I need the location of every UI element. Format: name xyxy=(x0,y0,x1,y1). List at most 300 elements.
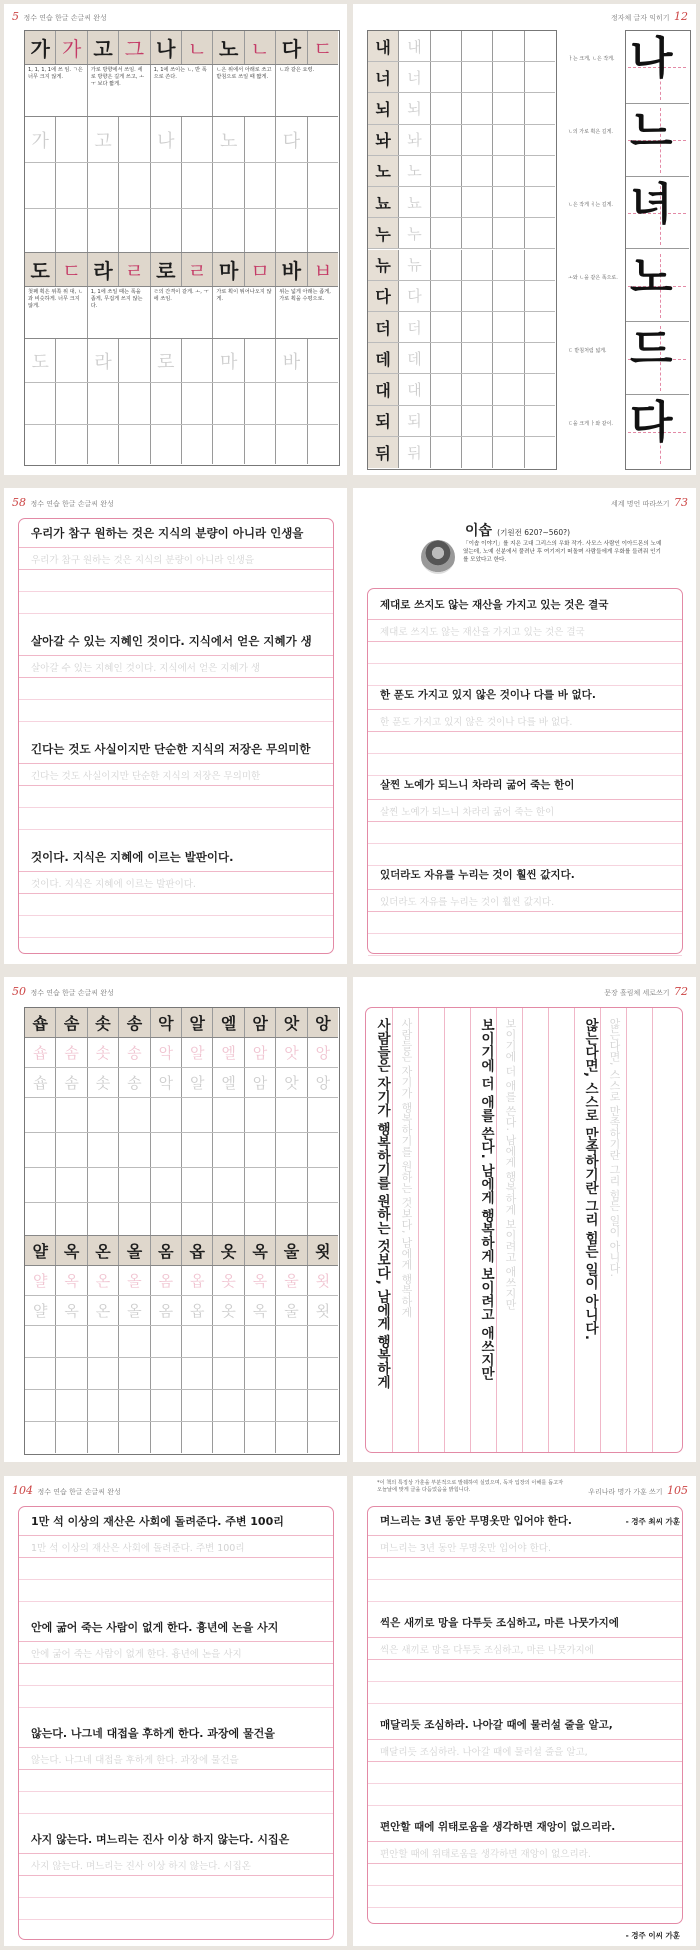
header-text: 문장 흘림체 세로쓰기 xyxy=(604,989,670,997)
blank-row xyxy=(25,209,338,253)
trace-char xyxy=(56,339,87,382)
blank-row xyxy=(25,163,338,209)
author-dates: (기원전 620?~560?) xyxy=(497,528,571,537)
char-row-1 xyxy=(25,1008,338,1038)
header-text: 정자체 글자 익히기 xyxy=(611,14,670,22)
page-header xyxy=(588,1484,688,1497)
big-char-cell xyxy=(568,177,689,250)
trace-char: 송 xyxy=(119,1038,150,1067)
trace-char xyxy=(119,339,150,382)
practice-char: 옷 xyxy=(213,1236,244,1265)
blank-row xyxy=(25,383,338,425)
guide-line xyxy=(368,955,682,956)
trace-char: 옥 xyxy=(245,1266,276,1295)
trace-char xyxy=(308,117,338,162)
vertical-trace-column-1: 사람들은 자기가 행복하기를 원하는 것보다, 남에게 행복하게 xyxy=(400,1018,413,1318)
practice-char: 마 xyxy=(213,253,244,286)
author-bio: 「이솝 이야기」를 지은 고대 그리스의 우화 작가. 사모스 사람인 이아드몬의 노예였는데, 노예 신분에서 풀려난 후 여기저기 떠돌며 사람들에게 우화를 들려줘 인기를 모았다고 한다. xyxy=(463,541,662,563)
guide-line xyxy=(19,677,333,678)
big-char-note: ㄴ의 가로 획은 길게. xyxy=(568,129,613,136)
column-blank-cell xyxy=(431,406,462,436)
column-grid-row xyxy=(368,93,555,124)
practice-char: 울 xyxy=(276,1236,307,1265)
trace-row-1b xyxy=(25,1068,338,1098)
trace-char: 앗 xyxy=(276,1038,307,1067)
guide-line xyxy=(19,1791,333,1792)
big-char: 드 xyxy=(630,324,673,376)
practice-char: 앗 xyxy=(276,1008,307,1037)
column-grid-row xyxy=(368,250,555,281)
big-char-note: ㄴ은 작게 ㅕ는 길게. xyxy=(568,202,613,209)
trace-char: 라 xyxy=(88,339,119,382)
guide-line xyxy=(368,709,682,710)
page-73 xyxy=(353,488,696,964)
trace-char: 다 xyxy=(276,117,307,162)
trace-line: 씩은 새끼로 망을 다투듯 조심하고, 마른 나뭇가지에 xyxy=(380,1645,594,1656)
handwritten-line: 긴다는 것도 사실이지만 단순한 지식의 저장은 무의미한 xyxy=(31,742,311,756)
column-trace-char: 누 xyxy=(399,218,430,248)
guide-line xyxy=(368,933,682,934)
guide-line xyxy=(19,1601,333,1602)
char-row-2 xyxy=(25,253,338,287)
blank-row xyxy=(25,1203,338,1236)
trace-char: 옥 xyxy=(56,1296,87,1325)
column-blank-cell xyxy=(431,437,462,468)
guide-line xyxy=(19,699,333,700)
practice-char: ㄹ xyxy=(182,253,213,286)
column-blank-cell xyxy=(493,250,524,280)
trace-char: 솟 xyxy=(88,1038,119,1067)
practice-char: ㄹ xyxy=(119,253,150,286)
guide-line xyxy=(19,655,333,656)
column-trace-char: 너 xyxy=(399,62,430,92)
column-blank-cell xyxy=(525,437,555,468)
practice-char: ㄷ xyxy=(313,37,333,61)
trace-char: 송 xyxy=(119,1068,150,1097)
handwritten-line: 것이다. 지식은 지혜에 이르는 발판이다. xyxy=(31,850,234,864)
trace-row-1 xyxy=(25,117,338,163)
practice-char: ㅁ xyxy=(245,253,276,286)
practice-char: 알 xyxy=(182,1008,213,1037)
trace-char xyxy=(182,339,213,382)
column-blank-cell xyxy=(462,281,493,311)
guide-line xyxy=(19,937,333,938)
trace-char xyxy=(245,117,276,162)
guide-line xyxy=(19,1707,333,1708)
practice-grid-frame xyxy=(24,1007,340,1455)
guide-line xyxy=(19,1875,333,1876)
column-blank-cell xyxy=(493,156,524,186)
column-blank-cell xyxy=(462,374,493,404)
header-text: 정수 연습 한글 손글씨 완성 xyxy=(23,14,107,22)
guide-line xyxy=(19,547,333,548)
guide-line xyxy=(19,569,333,570)
column-char: 대 xyxy=(368,374,399,404)
guide-line xyxy=(19,1535,333,1536)
big-char-cell xyxy=(568,31,689,104)
header-text: 우리나라 명가 가훈 쓰기 xyxy=(588,1488,663,1496)
trace-char: 얄 xyxy=(25,1296,56,1325)
practice-char: ㄷ xyxy=(56,253,87,286)
trace-char: 엘 xyxy=(213,1068,244,1097)
trace-char: 나 xyxy=(151,117,182,162)
practice-char: 노 xyxy=(213,31,244,64)
handwritten-line: 1만 석 이상의 재산은 사회에 돌려준다. 주변 100리 xyxy=(31,1515,284,1528)
column-grid-row xyxy=(368,218,555,249)
blank-row xyxy=(25,1326,338,1358)
practice-char: 옥 xyxy=(245,1236,276,1265)
handwritten-line: 며느리는 3년 동안 무명옷만 입어야 한다. xyxy=(380,1515,572,1527)
char-row-2 xyxy=(25,1236,338,1266)
column-blank-cell xyxy=(462,406,493,436)
column-grid-row xyxy=(368,437,555,468)
practice-char: 솜 xyxy=(56,1008,87,1037)
column-blank-cell xyxy=(462,437,493,468)
writing-box xyxy=(367,1506,683,1924)
trace-char: 옵 xyxy=(182,1296,213,1325)
practice-char: 앙 xyxy=(315,1014,331,1033)
trace-char xyxy=(182,117,213,162)
author-heading xyxy=(465,520,570,540)
practice-char: 악 xyxy=(151,1008,182,1037)
column-blank-cell xyxy=(431,187,462,217)
column-blank-cell xyxy=(525,93,555,123)
practice-char: 얄 xyxy=(25,1236,56,1265)
trace-char: 옴 xyxy=(151,1266,182,1295)
trace-char: 앙 xyxy=(315,1044,331,1062)
guide-line xyxy=(368,889,682,890)
trace-char: 숍 xyxy=(25,1068,56,1097)
column-grid-row xyxy=(368,343,555,374)
column-grid-row xyxy=(368,406,555,437)
column-blank-cell xyxy=(525,187,555,217)
trace-char: 온 xyxy=(88,1266,119,1295)
column-char: 되 xyxy=(368,406,399,436)
big-char-note: ㄷ을 크게 ㅏ와 같이. xyxy=(568,420,613,427)
stroke-note: 위는 넓게 아래는 좁게, 가로 획을 수평으로. xyxy=(279,289,331,302)
page-header xyxy=(611,496,688,509)
column-trace-char: 뒤 xyxy=(399,437,430,468)
column-trace-char: 노 xyxy=(399,156,430,186)
column-blank-cell xyxy=(493,374,524,404)
trace-char: 옷 xyxy=(213,1296,244,1325)
header-text: 정수 연습 한글 손글씨 완성 xyxy=(30,989,114,997)
guide-line xyxy=(19,829,333,830)
page-header xyxy=(12,496,114,509)
guide-line xyxy=(19,763,333,764)
guide-line xyxy=(19,1557,333,1558)
trace-row-2b xyxy=(25,1296,338,1326)
note-row-2 xyxy=(25,287,338,339)
practice-char: 암 xyxy=(245,1008,276,1037)
trace-char: 올 xyxy=(119,1266,150,1295)
trace-row-2 xyxy=(25,339,338,383)
vertical-trace-column-3: 않는다면, 스스로 만족하기란 그리 힘든 일이 아니다. xyxy=(608,1018,621,1277)
column-trace-char: 뇌 xyxy=(399,93,430,123)
stroke-note: 1, 1에 쓰이는 ㄴ, 반 폭으로 쓴다. xyxy=(151,65,214,116)
header-text: 정수 연습 한글 손글씨 완성 xyxy=(37,1488,121,1496)
big-char-cell xyxy=(568,322,689,395)
column-char: 내 xyxy=(368,31,399,61)
column-blank-cell xyxy=(493,187,524,217)
vertical-trace-column-2: 보이기에 더 애를 쓴다. 남에게 행복하게 보이려고 애쓰지만 xyxy=(504,1018,517,1310)
guide-line xyxy=(368,775,682,776)
trace-char: 옥 xyxy=(245,1296,276,1325)
column-blank-cell xyxy=(462,62,493,92)
practice-char: 로 xyxy=(151,253,182,286)
trace-char: 알 xyxy=(182,1068,213,1097)
trace-char xyxy=(56,117,87,162)
handwritten-line: 살찐 노예가 되느니 차라리 굶어 죽는 한이 xyxy=(380,779,575,791)
attribution-bottom: - 경주 이씨 가훈 xyxy=(625,1931,680,1940)
column-char: 누 xyxy=(368,218,399,248)
char-column-grid xyxy=(368,31,555,468)
trace-char: 올 xyxy=(119,1296,150,1325)
column-blank-cell xyxy=(525,156,555,186)
guide-line xyxy=(19,871,333,872)
trace-char: 마 xyxy=(213,339,244,382)
page-header xyxy=(611,10,688,23)
page-header xyxy=(12,985,114,998)
guide-line xyxy=(19,1579,333,1580)
trace-char: 솟 xyxy=(88,1068,119,1097)
column-grid-row xyxy=(368,281,555,312)
handwritten-line: 않는다. 나그네 대접을 후하게 한다. 과장에 물건을 xyxy=(31,1727,275,1740)
guide-line xyxy=(368,1783,682,1784)
writing-box xyxy=(18,1506,334,1940)
guide-line xyxy=(19,1663,333,1664)
big-char-cell xyxy=(568,395,689,468)
trace-char: 로 xyxy=(151,339,182,382)
trace-char: 암 xyxy=(245,1038,276,1067)
column-blank-cell xyxy=(525,218,555,248)
column-blank-cell xyxy=(525,250,555,280)
practice-char: 옴 xyxy=(151,1236,182,1265)
trace-char xyxy=(245,339,276,382)
guide-line xyxy=(368,641,682,642)
page-number: 72 xyxy=(674,985,688,998)
trace-char: 노 xyxy=(213,117,244,162)
trace-char: 옴 xyxy=(151,1296,182,1325)
blank-row xyxy=(25,1358,338,1390)
guide-line xyxy=(19,915,333,916)
writing-box xyxy=(367,588,683,954)
column-blank-cell xyxy=(493,31,524,61)
column-grid-row xyxy=(368,156,555,187)
column-blank-cell xyxy=(431,31,462,61)
char-row-1 xyxy=(25,31,338,65)
trace-char: 옥 xyxy=(56,1266,87,1295)
guide-line xyxy=(19,807,333,808)
column-blank-cell xyxy=(431,343,462,373)
practice-char: 그 xyxy=(119,31,150,64)
column-trace-char: 대 xyxy=(399,374,430,404)
trace-line: 매달리듯 조심하라. 나아갈 때에 물러설 줄을 알고, xyxy=(380,1747,588,1758)
column-char: 더 xyxy=(368,312,399,342)
practice-char: 고 xyxy=(88,31,119,64)
big-char-note: ㅗ와 ㄴ을 같은 폭으로. xyxy=(568,274,618,281)
guide-line xyxy=(368,753,682,754)
trace-line: 편안할 때에 위태로움을 생각하면 재앙이 없으리라. xyxy=(380,1849,591,1860)
column-blank-cell xyxy=(493,312,524,342)
page-105 xyxy=(353,1476,696,1946)
guide-line xyxy=(19,1919,333,1920)
stroke-note: ㄹ의 간격이 같게. ㅗ, ㅜ에 쓰임. xyxy=(151,287,214,338)
guide-line xyxy=(368,663,682,664)
header-text: 세계 명언 따라쓰기 xyxy=(611,500,670,508)
writing-box xyxy=(18,518,334,954)
trace-line: 있더라도 자유를 누리는 것이 훨씬 값지다. xyxy=(380,897,555,908)
handwritten-line: 사지 않는다. 며느리는 진사 이상 하지 않는다. 시집온 xyxy=(31,1833,290,1846)
practice-char: 숍 xyxy=(25,1008,56,1037)
column-blank-cell xyxy=(431,125,462,155)
handwritten-line: 있더라도 자유를 누리는 것이 훨씬 값지다. xyxy=(380,869,575,881)
trace-line: 한 푼도 가지고 있지 않은 것이나 다를 바 없다. xyxy=(380,717,573,728)
guide-line xyxy=(368,1535,682,1536)
trace-char: 온 xyxy=(88,1296,119,1325)
practice-char: 욋 xyxy=(315,1242,331,1261)
guide-line xyxy=(368,799,682,800)
column-blank-cell xyxy=(525,62,555,92)
column-blank-cell xyxy=(431,218,462,248)
column-blank-cell xyxy=(462,343,493,373)
column-blank-cell xyxy=(431,281,462,311)
guide-line xyxy=(368,865,682,866)
column-blank-cell xyxy=(525,281,555,311)
guide-line xyxy=(368,1557,682,1558)
blank-row xyxy=(25,425,338,464)
author-portrait xyxy=(421,540,455,574)
guide-line xyxy=(19,785,333,786)
trace-line: 살아갈 수 있는 지혜인 것이다. 지식에서 얻은 지혜가 생 xyxy=(31,663,261,674)
column-blank-cell xyxy=(525,312,555,342)
guide-line xyxy=(19,613,333,614)
column-grid-row xyxy=(368,187,555,218)
stroke-note: ㄴ은 위에서 아래로 쓰고 받침으로 쓰일 때 짧게. xyxy=(213,65,276,116)
column-blank-cell xyxy=(431,250,462,280)
big-char: 나 xyxy=(630,33,673,84)
guide-line xyxy=(368,1761,682,1762)
column-trace-char: 되 xyxy=(399,406,430,436)
column-char: 뉴 xyxy=(368,250,399,280)
trace-char: 숍 xyxy=(25,1038,56,1067)
guide-line xyxy=(368,1703,682,1704)
guide-line xyxy=(368,685,682,686)
practice-char: ㄴ xyxy=(182,31,213,64)
trace-char: 욋 xyxy=(315,1302,331,1320)
vertical-text-column-2: 보이기에 더 애를 쓴다. 남에게 행복하게 보이려고 애쓰지만 xyxy=(478,1018,494,1381)
column-grid-row xyxy=(368,31,555,62)
guide-line xyxy=(19,1685,333,1686)
practice-char: 솟 xyxy=(88,1008,119,1037)
practice-char: ㄴ xyxy=(245,31,276,64)
column-blank-cell xyxy=(493,93,524,123)
column-blank-cell xyxy=(462,312,493,342)
practice-char: 옵 xyxy=(182,1236,213,1265)
column-char: 다 xyxy=(368,281,399,311)
handwritten-line: 매달리듯 조심하라. 나아갈 때에 물러설 줄을 알고, xyxy=(380,1719,613,1731)
column-blank-cell xyxy=(493,218,524,248)
big-char: 노 xyxy=(630,251,673,303)
vertical-grid-frame xyxy=(367,30,557,470)
column-blank-cell xyxy=(493,343,524,373)
guide-line xyxy=(368,821,682,822)
page-number: 105 xyxy=(667,1484,688,1497)
guide-line xyxy=(368,1601,682,1602)
stroke-note: 1, 1, 1, 1에 쓰 임. ㄱ은 너무 크지 않게. xyxy=(25,65,88,116)
page-number: 104 xyxy=(12,1484,33,1497)
trace-char: 옵 xyxy=(182,1266,213,1295)
column-char: 데 xyxy=(368,343,399,373)
trace-line: 것이다. 지식은 지혜에 이르는 발판이다. xyxy=(31,879,196,890)
page-58 xyxy=(4,488,347,964)
column-blank-cell xyxy=(462,31,493,61)
column-blank-cell xyxy=(525,31,555,61)
practice-char: 가 xyxy=(25,31,56,64)
page-50 xyxy=(4,977,347,1462)
practice-char: 도 xyxy=(25,253,56,286)
trace-line: 제대로 쓰지도 않는 재산을 가지고 있는 것은 결국 xyxy=(380,627,585,638)
trace-row-1 xyxy=(25,1038,338,1068)
stroke-note: 가로 획이 튀어나오지 않게. xyxy=(213,287,276,338)
practice-char: 가 xyxy=(56,31,87,64)
practice-char: 엘 xyxy=(213,1008,244,1037)
page-5 xyxy=(4,4,347,475)
guide-line xyxy=(19,721,333,722)
column-blank-cell xyxy=(493,406,524,436)
trace-line: 살찐 노예가 되느니 차라리 굶어 죽는 한이 xyxy=(380,807,555,818)
handwritten-line: 한 푼도 가지고 있지 않은 것이나 다를 바 없다. xyxy=(380,689,596,701)
trace-char: 가 xyxy=(25,117,56,162)
guide-line xyxy=(19,1853,333,1854)
practice-char: 다 xyxy=(276,31,307,64)
vertical-writing-box xyxy=(365,1007,683,1453)
trace-char: 엘 xyxy=(213,1038,244,1067)
guide-line xyxy=(368,1907,682,1908)
trace-row-2 xyxy=(25,1266,338,1296)
page-number: 73 xyxy=(674,496,688,509)
practice-char: 온 xyxy=(88,1236,119,1265)
page-header xyxy=(12,1484,121,1497)
column-blank-cell xyxy=(525,406,555,436)
column-char: 놔 xyxy=(368,125,399,155)
handwritten-line: 제대로 쓰지도 않는 재산을 가지고 있는 것은 결국 xyxy=(380,599,609,611)
big-char: 녀 xyxy=(630,178,673,230)
practice-grid-frame xyxy=(24,30,340,466)
page-header xyxy=(604,985,688,998)
column-trace-char: 뉴 xyxy=(399,250,430,280)
column-blank-cell xyxy=(462,187,493,217)
page-number: 50 xyxy=(12,985,26,998)
column-blank-cell xyxy=(431,93,462,123)
footnote: *이 책의 특징상 가훈을 부분적으로 발췌하여 실었으며, 독자 입장의 이해를 돕고자 오늘날에 맞게 글을 다듬었음을 밝힙니다. xyxy=(377,1480,564,1493)
column-grid-row xyxy=(368,312,555,343)
guide-line xyxy=(368,619,682,620)
page-number: 5 xyxy=(12,10,19,23)
trace-line: 사지 않는다. 며느리는 진사 이상 하지 않는다. 시집온 xyxy=(31,1861,251,1872)
guide-line xyxy=(368,1659,682,1660)
page-104 xyxy=(4,1476,347,1946)
big-char: 다 xyxy=(630,397,673,449)
practice-char: 올 xyxy=(119,1236,150,1265)
handwritten-line: 살아갈 수 있는 지혜인 것이다. 지식에서 얻은 지혜가 생 xyxy=(31,634,312,648)
column-char: 노 xyxy=(368,156,399,186)
page-72 xyxy=(353,977,696,1462)
trace-char: 얄 xyxy=(25,1266,56,1295)
column-char: 너 xyxy=(368,62,399,92)
column-grid-row xyxy=(368,62,555,93)
handwritten-line: 편안할 때에 위태로움을 생각하면 재앙이 없으리라. xyxy=(380,1821,616,1833)
